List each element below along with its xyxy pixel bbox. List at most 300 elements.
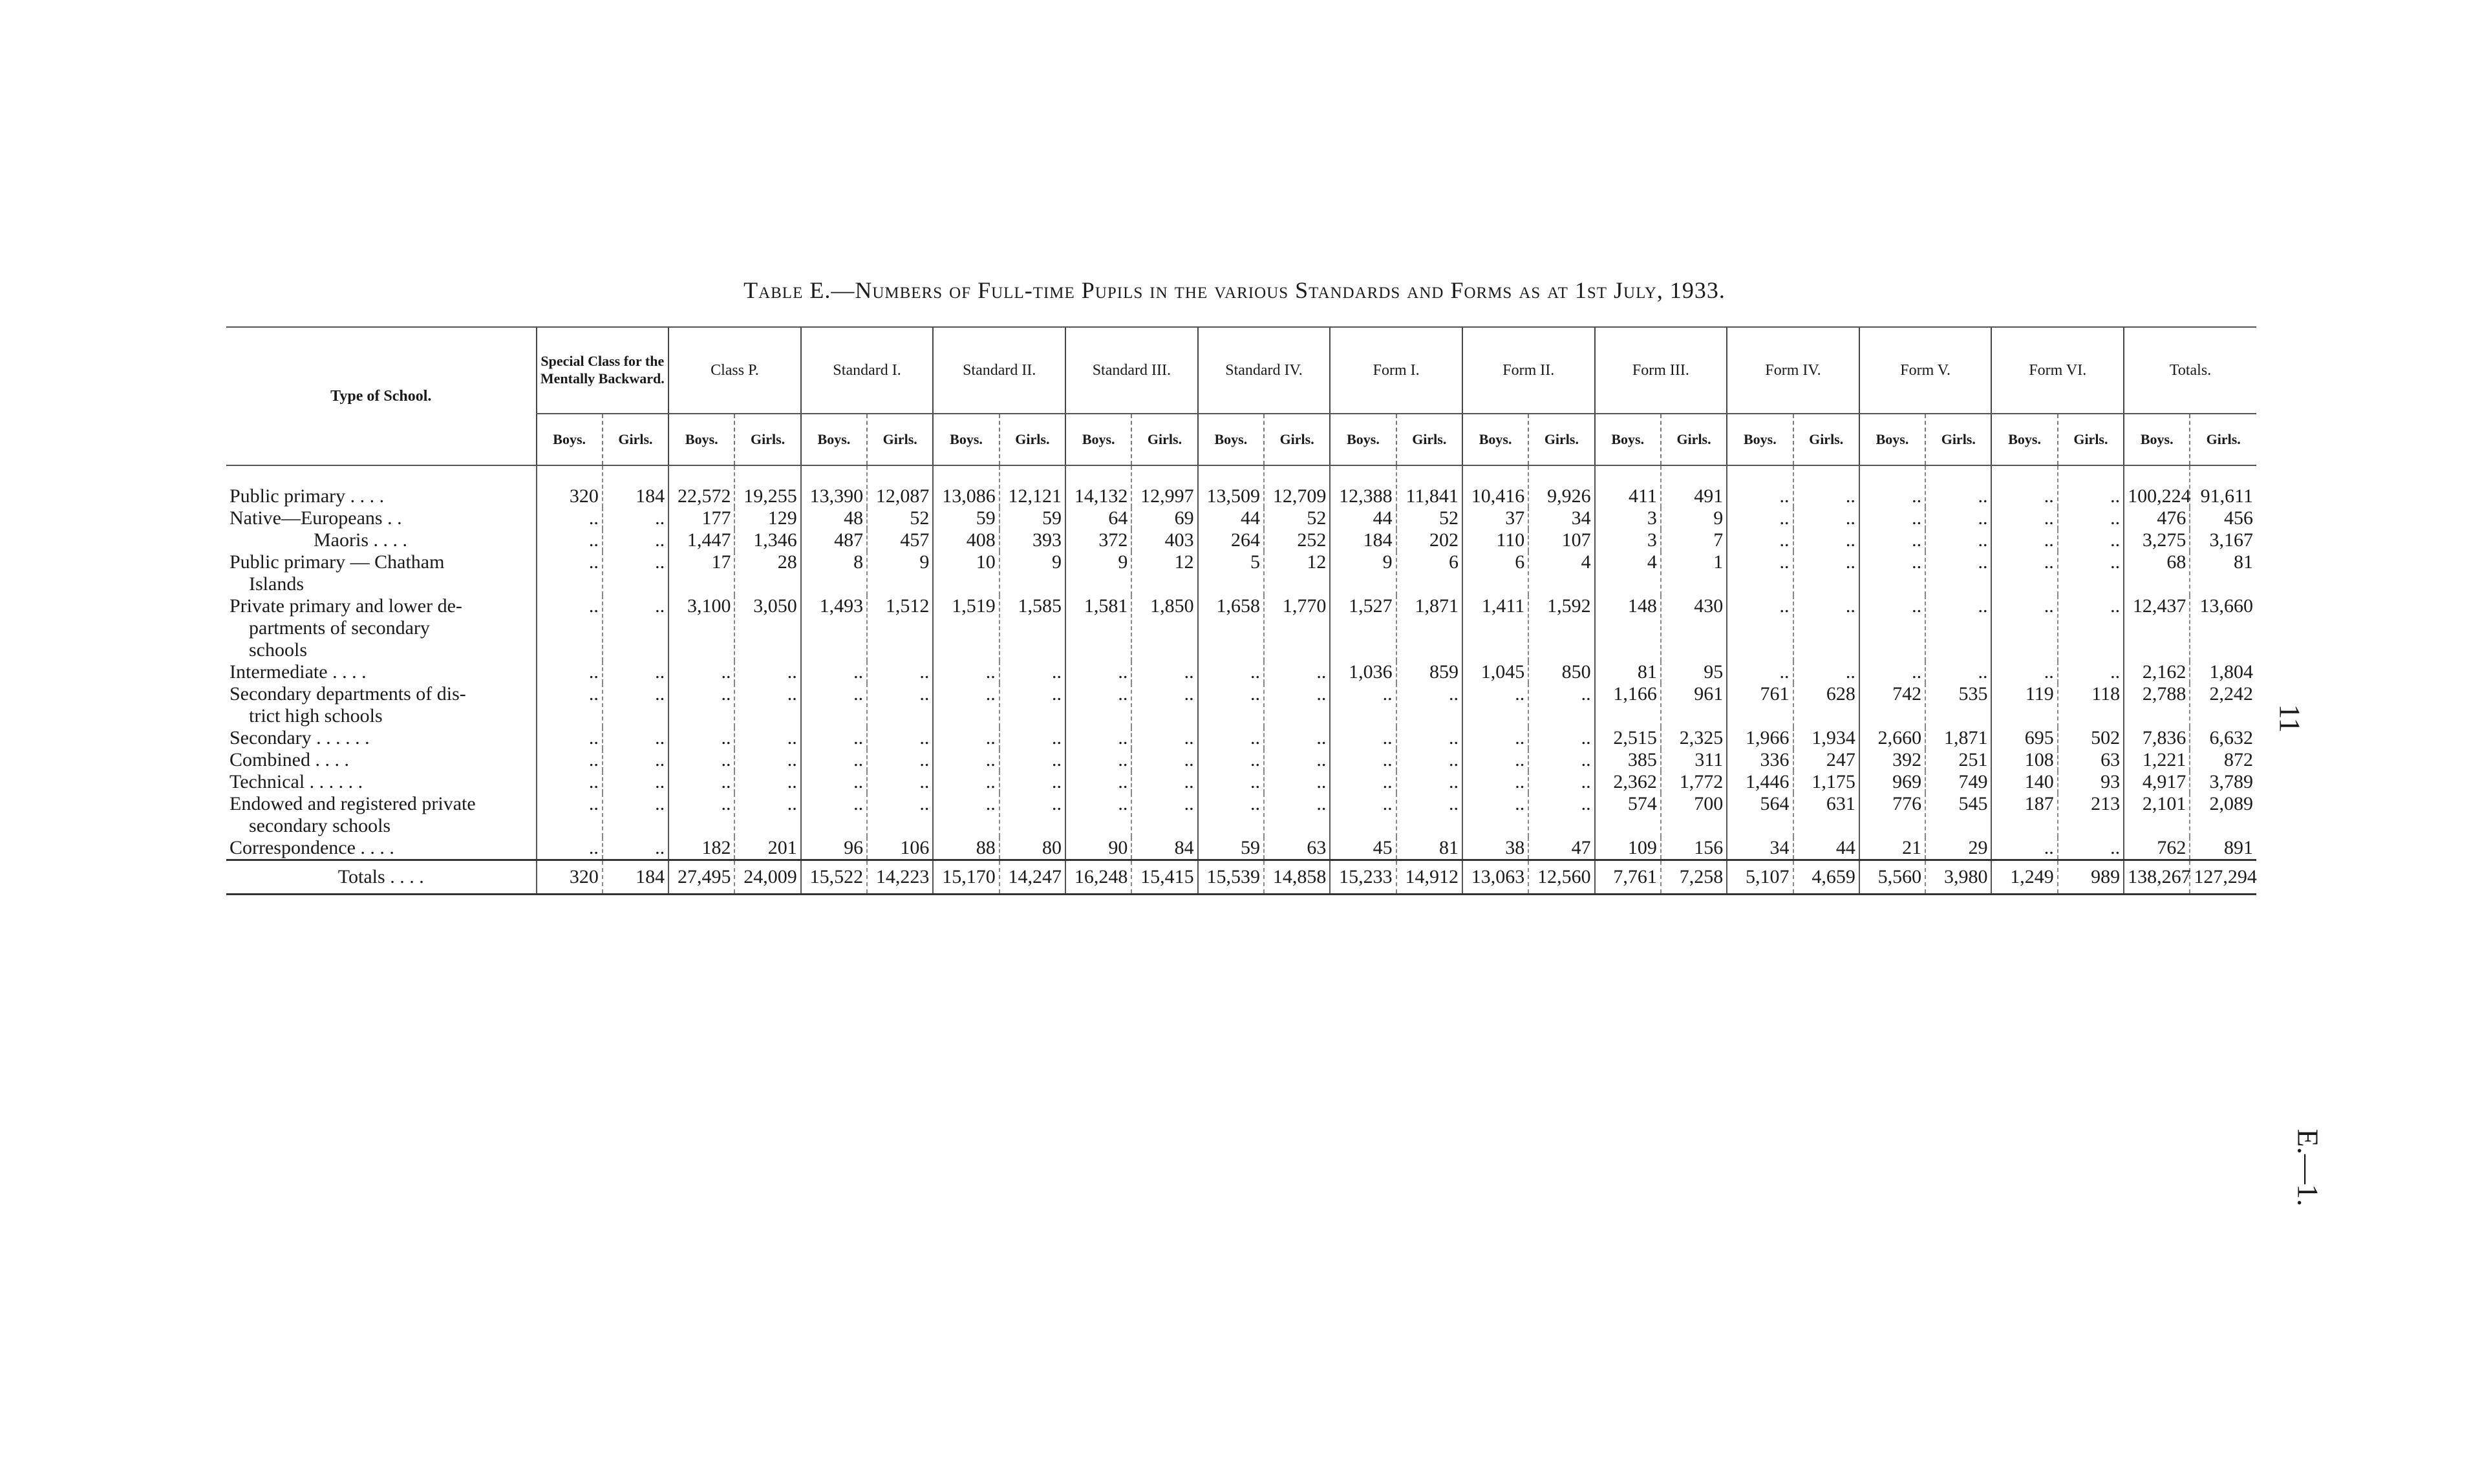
girls-count-cell: 11,841 bbox=[1396, 465, 1462, 507]
special-class-header bbox=[537, 327, 669, 414]
boys-subheader: Boys. bbox=[1991, 414, 2057, 465]
school-type-label: Intermediate . . . . bbox=[230, 661, 367, 683]
girls-count-cell: .. bbox=[2058, 529, 2124, 551]
boys-count-cell: 1,411 bbox=[1462, 595, 1528, 661]
boys-count-cell: 110 bbox=[1462, 529, 1528, 551]
table-row bbox=[226, 507, 2256, 529]
girls-subheader: Girls. bbox=[867, 414, 933, 465]
girls-count-cell: 535 bbox=[1925, 683, 1991, 727]
boys-count-cell: 2,101 bbox=[2124, 793, 2190, 837]
boys-count-cell: .. bbox=[1991, 507, 2057, 529]
boys-subheader: Boys. bbox=[1462, 414, 1528, 465]
girls-count-cell: .. bbox=[1396, 793, 1462, 837]
girls-count-cell: 891 bbox=[2190, 837, 2256, 860]
girls-count-cell: .. bbox=[734, 661, 800, 683]
boys-count-cell: 108 bbox=[1991, 749, 2057, 771]
boys-count-cell: 487 bbox=[801, 529, 867, 551]
boys-count-cell: 182 bbox=[668, 837, 734, 860]
boys-count-cell: .. bbox=[801, 683, 867, 727]
boys-count-cell: 476 bbox=[2124, 507, 2190, 529]
girls-count-cell: 129 bbox=[734, 507, 800, 529]
girls-count-cell: .. bbox=[2058, 595, 2124, 661]
girls-count-cell: .. bbox=[1131, 661, 1197, 683]
boys-count-cell: 100,224 bbox=[2124, 465, 2190, 507]
girls-count-cell: 403 bbox=[1131, 529, 1197, 551]
school-type-label-continuation: Islands bbox=[249, 573, 304, 595]
girls-count-cell: 184 bbox=[603, 860, 668, 895]
girls-count-cell: 1,772 bbox=[1661, 771, 1727, 793]
girls-count-cell: 9,926 bbox=[1528, 465, 1594, 507]
girls-count-cell: 93 bbox=[2058, 771, 2124, 793]
girls-count-cell: 47 bbox=[1528, 837, 1594, 860]
girls-count-cell: 456 bbox=[2190, 507, 2256, 529]
boys-count-cell: 16,248 bbox=[1065, 860, 1131, 895]
boys-count-cell: 761 bbox=[1727, 683, 1793, 727]
girls-count-cell: 127,294 bbox=[2190, 860, 2256, 895]
boys-count-cell: .. bbox=[537, 727, 603, 749]
girls-count-cell: .. bbox=[603, 793, 668, 837]
girls-count-cell: 1,346 bbox=[734, 529, 800, 551]
boys-count-cell: 264 bbox=[1198, 529, 1264, 551]
boys-count-cell: .. bbox=[1859, 661, 1925, 683]
girls-count-cell: .. bbox=[1793, 465, 1859, 507]
boys-count-cell: 34 bbox=[1727, 837, 1793, 860]
school-type-cell bbox=[226, 749, 537, 771]
special-class-label: Special Class for the Mentally Backward. bbox=[540, 353, 665, 387]
boys-count-cell: 408 bbox=[933, 529, 999, 551]
girls-count-cell: 628 bbox=[1793, 683, 1859, 727]
boys-count-cell: .. bbox=[1330, 771, 1396, 793]
boys-count-cell: 15,233 bbox=[1330, 860, 1396, 895]
boys-count-cell: 9 bbox=[1065, 551, 1131, 595]
boys-count-cell: 109 bbox=[1595, 837, 1661, 860]
school-type-label: Endowed and registered private bbox=[230, 793, 476, 814]
boys-count-cell: 5 bbox=[1198, 551, 1264, 595]
girls-count-cell: .. bbox=[1131, 683, 1197, 727]
girls-count-cell: 457 bbox=[867, 529, 933, 551]
boys-subheader: Boys. bbox=[1198, 414, 1264, 465]
girls-subheader: Girls. bbox=[1661, 414, 1727, 465]
table-row bbox=[226, 529, 2256, 551]
group-header: Form IV. bbox=[1727, 327, 1859, 414]
type-of-school-header: Type of School. bbox=[226, 327, 537, 465]
girls-count-cell: .. bbox=[1264, 727, 1330, 749]
boys-count-cell: .. bbox=[1727, 507, 1793, 529]
girls-count-cell: .. bbox=[1396, 771, 1462, 793]
boys-count-cell: 1,045 bbox=[1462, 661, 1528, 683]
school-type-label: Correspondence . . . . bbox=[230, 837, 394, 858]
girls-count-cell: 7 bbox=[1661, 529, 1727, 551]
school-type-cell bbox=[226, 465, 537, 507]
boys-count-cell: .. bbox=[668, 749, 734, 771]
boys-count-cell: .. bbox=[537, 595, 603, 661]
group-header: Form V. bbox=[1859, 327, 1992, 414]
girls-count-cell: 184 bbox=[603, 465, 668, 507]
boys-count-cell: 21 bbox=[1859, 837, 1925, 860]
boys-count-cell: 45 bbox=[1330, 837, 1396, 860]
girls-count-cell: .. bbox=[1396, 727, 1462, 749]
school-type-label-continuation: secondary schools bbox=[249, 815, 391, 836]
girls-count-cell: 3,789 bbox=[2190, 771, 2256, 793]
boys-count-cell: .. bbox=[537, 551, 603, 595]
girls-count-cell: 2,325 bbox=[1661, 727, 1727, 749]
boys-count-cell: .. bbox=[1330, 683, 1396, 727]
girls-count-cell: 859 bbox=[1396, 661, 1462, 683]
girls-count-cell: 700 bbox=[1661, 793, 1727, 837]
girls-count-cell: 13,660 bbox=[2190, 595, 2256, 661]
girls-count-cell: .. bbox=[1528, 749, 1594, 771]
group-header: Form III. bbox=[1595, 327, 1727, 414]
boys-subheader: Boys. bbox=[1065, 414, 1131, 465]
boys-count-cell: .. bbox=[1198, 793, 1264, 837]
boys-count-cell: 68 bbox=[2124, 551, 2190, 595]
girls-count-cell: .. bbox=[867, 793, 933, 837]
girls-count-cell: .. bbox=[1793, 661, 1859, 683]
totals-row bbox=[226, 860, 2256, 895]
boys-count-cell: 187 bbox=[1991, 793, 2057, 837]
girls-count-cell: 9 bbox=[867, 551, 933, 595]
girls-count-cell: 213 bbox=[2058, 793, 2124, 837]
girls-count-cell: .. bbox=[734, 727, 800, 749]
girls-subheader: Girls. bbox=[1264, 414, 1330, 465]
girls-count-cell: .. bbox=[1131, 749, 1197, 771]
girls-count-cell: 12,709 bbox=[1264, 465, 1330, 507]
boys-count-cell: .. bbox=[668, 683, 734, 727]
girls-count-cell: 81 bbox=[1396, 837, 1462, 860]
girls-subheader: Girls. bbox=[734, 414, 800, 465]
girls-count-cell: .. bbox=[1396, 749, 1462, 771]
boys-count-cell: 44 bbox=[1198, 507, 1264, 529]
girls-count-cell: 12,997 bbox=[1131, 465, 1197, 507]
boys-count-cell: .. bbox=[537, 793, 603, 837]
boys-count-cell: .. bbox=[1330, 727, 1396, 749]
boys-count-cell: .. bbox=[1462, 793, 1528, 837]
boys-count-cell: .. bbox=[1727, 551, 1793, 595]
boys-count-cell: 59 bbox=[1198, 837, 1264, 860]
boys-count-cell: 1,036 bbox=[1330, 661, 1396, 683]
boys-count-cell: .. bbox=[1462, 771, 1528, 793]
girls-count-cell: .. bbox=[1264, 749, 1330, 771]
boys-count-cell: .. bbox=[1859, 595, 1925, 661]
girls-count-cell: .. bbox=[603, 837, 668, 860]
boys-count-cell: 411 bbox=[1595, 465, 1661, 507]
girls-count-cell: 961 bbox=[1661, 683, 1727, 727]
girls-count-cell: .. bbox=[734, 793, 800, 837]
boys-count-cell: 138,267 bbox=[2124, 860, 2190, 895]
boys-count-cell: 96 bbox=[801, 837, 867, 860]
girls-count-cell: .. bbox=[1925, 507, 1991, 529]
girls-count-cell: 14,247 bbox=[999, 860, 1065, 895]
boys-count-cell: .. bbox=[1462, 727, 1528, 749]
girls-count-cell: 631 bbox=[1793, 793, 1859, 837]
boys-count-cell: 17 bbox=[668, 551, 734, 595]
boys-count-cell: .. bbox=[933, 727, 999, 749]
boys-count-cell: 2,788 bbox=[2124, 683, 2190, 727]
girls-subheader: Girls. bbox=[2058, 414, 2124, 465]
boys-count-cell: .. bbox=[537, 507, 603, 529]
girls-count-cell: .. bbox=[1528, 727, 1594, 749]
school-type-cell bbox=[226, 595, 537, 661]
page-title: Table E.—Numbers of Full-time Pupils in the various Standards and Forms as at 1st July, 1933. bbox=[743, 277, 1726, 303]
boys-count-cell: 5,560 bbox=[1859, 860, 1925, 895]
girls-count-cell: 12,087 bbox=[867, 465, 933, 507]
girls-count-cell: .. bbox=[2058, 551, 2124, 595]
girls-count-cell: .. bbox=[867, 749, 933, 771]
girls-count-cell: 1,512 bbox=[867, 595, 933, 661]
boys-count-cell: .. bbox=[668, 661, 734, 683]
girls-count-cell: 14,223 bbox=[867, 860, 933, 895]
girls-count-cell: 6,632 bbox=[2190, 727, 2256, 749]
boys-count-cell: 320 bbox=[537, 465, 603, 507]
girls-count-cell: 1,804 bbox=[2190, 661, 2256, 683]
boys-count-cell: .. bbox=[537, 837, 603, 860]
group-header: Class P. bbox=[668, 327, 801, 414]
girls-count-cell: 44 bbox=[1793, 837, 1859, 860]
girls-count-cell: .. bbox=[603, 595, 668, 661]
group-header: Form VI. bbox=[1991, 327, 2124, 414]
school-type-label: Maoris . . . . bbox=[314, 529, 407, 551]
girls-count-cell: 4 bbox=[1528, 551, 1594, 595]
girls-count-cell: .. bbox=[1396, 683, 1462, 727]
boys-count-cell: 385 bbox=[1595, 749, 1661, 771]
girls-count-cell: .. bbox=[1264, 793, 1330, 837]
school-type-cell bbox=[226, 529, 537, 551]
boys-subheader: Boys. bbox=[1727, 414, 1793, 465]
boys-count-cell: 4,917 bbox=[2124, 771, 2190, 793]
girls-subheader: Girls. bbox=[1131, 414, 1197, 465]
girls-count-cell: 69 bbox=[1131, 507, 1197, 529]
group-header: Form II. bbox=[1462, 327, 1595, 414]
boys-count-cell: .. bbox=[933, 771, 999, 793]
boys-count-cell: 15,170 bbox=[933, 860, 999, 895]
school-type-label: Combined . . . . bbox=[230, 749, 349, 770]
boys-count-cell: 9 bbox=[1330, 551, 1396, 595]
girls-subheader: Girls. bbox=[2190, 414, 2256, 465]
table-row bbox=[226, 749, 2256, 771]
girls-count-cell: .. bbox=[1264, 661, 1330, 683]
girls-count-cell: 1 bbox=[1661, 551, 1727, 595]
boys-subheader: Boys. bbox=[1859, 414, 1925, 465]
table-row bbox=[226, 551, 2256, 595]
school-type-cell bbox=[226, 507, 537, 529]
girls-count-cell: 63 bbox=[2058, 749, 2124, 771]
boys-count-cell: 13,509 bbox=[1198, 465, 1264, 507]
boys-count-cell: 15,522 bbox=[801, 860, 867, 895]
girls-count-cell: 12 bbox=[1131, 551, 1197, 595]
girls-count-cell: 3,050 bbox=[734, 595, 800, 661]
girls-count-cell: 4,659 bbox=[1793, 860, 1859, 895]
girls-count-cell: .. bbox=[999, 771, 1065, 793]
girls-count-cell: .. bbox=[999, 793, 1065, 837]
girls-count-cell: 1,871 bbox=[1396, 595, 1462, 661]
boys-count-cell: .. bbox=[537, 683, 603, 727]
girls-count-cell: 81 bbox=[2190, 551, 2256, 595]
boys-count-cell: .. bbox=[1065, 771, 1131, 793]
girls-subheader: Girls. bbox=[603, 414, 668, 465]
school-type-label-continuation: schools bbox=[249, 639, 307, 661]
girls-count-cell: 6 bbox=[1396, 551, 1462, 595]
boys-count-cell: .. bbox=[1727, 661, 1793, 683]
girls-count-cell: 34 bbox=[1528, 507, 1594, 529]
girls-count-cell: 91,611 bbox=[2190, 465, 2256, 507]
boys-count-cell: .. bbox=[801, 793, 867, 837]
group-header: Standard II. bbox=[933, 327, 1065, 414]
girls-count-cell: .. bbox=[867, 727, 933, 749]
boys-count-cell: .. bbox=[1065, 661, 1131, 683]
girls-count-cell: 14,858 bbox=[1264, 860, 1330, 895]
boys-count-cell: .. bbox=[537, 529, 603, 551]
girls-count-cell: .. bbox=[603, 683, 668, 727]
boys-count-cell: .. bbox=[1065, 793, 1131, 837]
girls-count-cell: .. bbox=[1793, 507, 1859, 529]
girls-count-cell: .. bbox=[603, 529, 668, 551]
girls-count-cell: .. bbox=[603, 771, 668, 793]
boys-count-cell: 12,437 bbox=[2124, 595, 2190, 661]
girls-count-cell: 502 bbox=[2058, 727, 2124, 749]
school-type-cell bbox=[226, 661, 537, 683]
boys-count-cell: .. bbox=[1065, 727, 1131, 749]
girls-count-cell: 28 bbox=[734, 551, 800, 595]
girls-count-cell: 9 bbox=[999, 551, 1065, 595]
boys-count-cell: .. bbox=[1330, 793, 1396, 837]
boys-count-cell: 695 bbox=[1991, 727, 2057, 749]
girls-count-cell: 14,912 bbox=[1396, 860, 1462, 895]
boys-count-cell: .. bbox=[668, 793, 734, 837]
girls-count-cell: 491 bbox=[1661, 465, 1727, 507]
boys-count-cell: 148 bbox=[1595, 595, 1661, 661]
boys-count-cell: .. bbox=[801, 727, 867, 749]
girls-count-cell: .. bbox=[2058, 837, 2124, 860]
boys-count-cell: .. bbox=[1991, 837, 2057, 860]
girls-count-cell: 59 bbox=[999, 507, 1065, 529]
girls-count-cell: .. bbox=[2058, 507, 2124, 529]
girls-count-cell: 84 bbox=[1131, 837, 1197, 860]
boys-count-cell: 1,658 bbox=[1198, 595, 1264, 661]
boys-subheader: Boys. bbox=[933, 414, 999, 465]
girls-count-cell: .. bbox=[603, 661, 668, 683]
girls-count-cell: .. bbox=[1925, 661, 1991, 683]
girls-count-cell: 95 bbox=[1661, 661, 1727, 683]
boys-count-cell: 44 bbox=[1330, 507, 1396, 529]
girls-count-cell: .. bbox=[867, 661, 933, 683]
boys-count-cell: .. bbox=[801, 661, 867, 683]
boys-count-cell: 1,221 bbox=[2124, 749, 2190, 771]
girls-count-cell: .. bbox=[1528, 683, 1594, 727]
girls-count-cell: 1,934 bbox=[1793, 727, 1859, 749]
boys-count-cell: 48 bbox=[801, 507, 867, 529]
school-type-cell bbox=[226, 551, 537, 595]
girls-count-cell: .. bbox=[999, 727, 1065, 749]
girls-count-cell: 850 bbox=[1528, 661, 1594, 683]
boys-count-cell: 1,166 bbox=[1595, 683, 1661, 727]
girls-count-cell: .. bbox=[2058, 661, 2124, 683]
boys-count-cell: .. bbox=[933, 793, 999, 837]
girls-count-cell: 118 bbox=[2058, 683, 2124, 727]
girls-count-cell: 251 bbox=[1925, 749, 1991, 771]
group-header: Form I. bbox=[1330, 327, 1462, 414]
girls-count-cell: .. bbox=[1528, 793, 1594, 837]
boys-count-cell: 90 bbox=[1065, 837, 1131, 860]
boys-count-cell: 969 bbox=[1859, 771, 1925, 793]
girls-count-cell: .. bbox=[1264, 683, 1330, 727]
girls-count-cell: 12 bbox=[1264, 551, 1330, 595]
boys-count-cell: .. bbox=[668, 727, 734, 749]
boys-count-cell: 10,416 bbox=[1462, 465, 1528, 507]
boys-count-cell: .. bbox=[801, 749, 867, 771]
girls-count-cell: 201 bbox=[734, 837, 800, 860]
girls-count-cell: .. bbox=[1925, 551, 1991, 595]
girls-count-cell: .. bbox=[1528, 771, 1594, 793]
boys-count-cell: 3,275 bbox=[2124, 529, 2190, 551]
boys-count-cell: .. bbox=[1330, 749, 1396, 771]
boys-count-cell: 1,447 bbox=[668, 529, 734, 551]
table-row bbox=[226, 683, 2256, 727]
boys-count-cell: 177 bbox=[668, 507, 734, 529]
boys-count-cell: 4 bbox=[1595, 551, 1661, 595]
boys-count-cell: 2,162 bbox=[2124, 661, 2190, 683]
table-row bbox=[226, 727, 2256, 749]
boys-count-cell: .. bbox=[933, 683, 999, 727]
group-header: Totals. bbox=[2124, 327, 2256, 414]
girls-subheader: Girls. bbox=[1396, 414, 1462, 465]
boys-count-cell: .. bbox=[1065, 683, 1131, 727]
girls-count-cell: 107 bbox=[1528, 529, 1594, 551]
boys-count-cell: 38 bbox=[1462, 837, 1528, 860]
boys-count-cell: .. bbox=[1991, 529, 2057, 551]
boys-count-cell: 59 bbox=[933, 507, 999, 529]
boys-count-cell: 1,249 bbox=[1991, 860, 2057, 895]
girls-count-cell: 12,560 bbox=[1528, 860, 1594, 895]
girls-count-cell: 24,009 bbox=[734, 860, 800, 895]
girls-count-cell: .. bbox=[734, 771, 800, 793]
school-type-label: Native—Europeans . . bbox=[230, 507, 402, 529]
boys-count-cell: .. bbox=[1859, 551, 1925, 595]
boys-count-cell: 762 bbox=[2124, 837, 2190, 860]
girls-count-cell: .. bbox=[1793, 551, 1859, 595]
boys-count-cell: .. bbox=[537, 661, 603, 683]
boys-count-cell: 5,107 bbox=[1727, 860, 1793, 895]
boys-subheader: Boys. bbox=[1330, 414, 1396, 465]
boys-subheader: Boys. bbox=[2124, 414, 2190, 465]
boys-count-cell: 742 bbox=[1859, 683, 1925, 727]
boys-count-cell: .. bbox=[1991, 465, 2057, 507]
table-row bbox=[226, 465, 2256, 507]
girls-count-cell: .. bbox=[1131, 727, 1197, 749]
boys-count-cell: 372 bbox=[1065, 529, 1131, 551]
boys-count-cell: 3 bbox=[1595, 507, 1661, 529]
boys-count-cell: .. bbox=[537, 749, 603, 771]
girls-count-cell: 2,242 bbox=[2190, 683, 2256, 727]
girls-count-cell: 1,585 bbox=[999, 595, 1065, 661]
girls-count-cell: .. bbox=[999, 749, 1065, 771]
girls-count-cell: .. bbox=[2058, 465, 2124, 507]
boys-count-cell: 1,519 bbox=[933, 595, 999, 661]
boys-count-cell: .. bbox=[1727, 595, 1793, 661]
boys-count-cell: .. bbox=[933, 749, 999, 771]
boys-subheader: Boys. bbox=[801, 414, 867, 465]
school-type-cell bbox=[226, 683, 537, 727]
boys-count-cell: 776 bbox=[1859, 793, 1925, 837]
boys-count-cell: 15,539 bbox=[1198, 860, 1264, 895]
page-reference: E.—1. bbox=[2291, 1129, 2325, 1207]
boys-count-cell: 1,446 bbox=[1727, 771, 1793, 793]
girls-count-cell: 430 bbox=[1661, 595, 1727, 661]
boys-count-cell: 64 bbox=[1065, 507, 1131, 529]
girls-count-cell: 12,121 bbox=[999, 465, 1065, 507]
girls-count-cell: 247 bbox=[1793, 749, 1859, 771]
school-type-label: Secondary . . . . . . bbox=[230, 727, 370, 748]
boys-count-cell: 574 bbox=[1595, 793, 1661, 837]
